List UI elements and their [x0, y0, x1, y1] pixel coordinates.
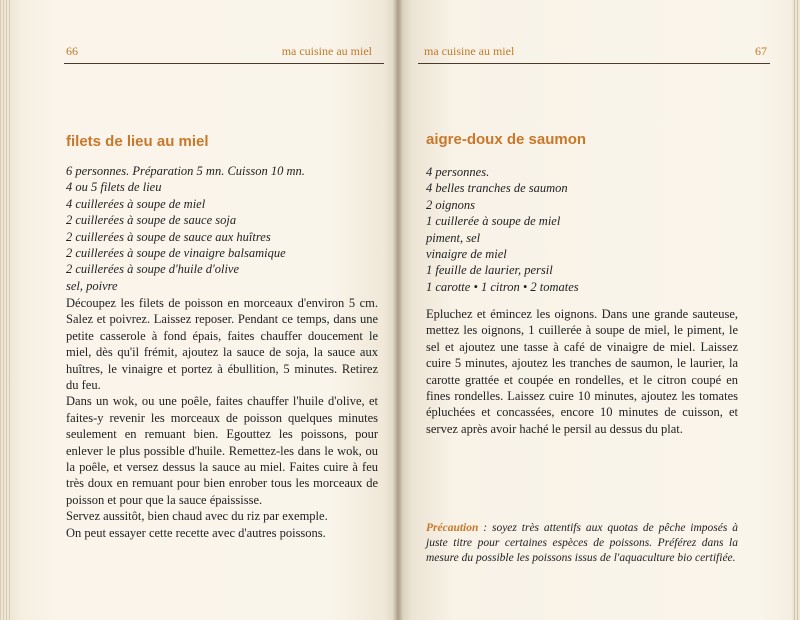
- ingredient-line: piment, sel: [426, 230, 481, 245]
- right-page-edges: [792, 0, 800, 620]
- ingredient-line: 4 cuillerées à soupe de miel: [66, 196, 206, 211]
- left-running-head: ma cuisine au miel: [281, 44, 372, 58]
- ingredient-line: 1 carotte • 1 citron • 2 tomates: [426, 279, 579, 294]
- left-page-edges: [0, 0, 10, 620]
- right-ingredients-list: [426, 164, 579, 295]
- ingredient-line: 2 oignons: [426, 197, 475, 212]
- precaution-note: [426, 521, 738, 565]
- left-page-number: 66: [66, 44, 78, 58]
- ingredient-line: vinaigre de miel: [426, 247, 507, 262]
- book-gutter: [393, 0, 403, 620]
- right-header-rule: [418, 63, 770, 64]
- ingredient-line: 2 cuillerées à soupe d'huile d'olive: [66, 262, 240, 277]
- ingredient-line: 1 cuillerée à soupe de miel: [426, 214, 561, 229]
- ingredient-line: 2 cuillerées à soupe de vinaigre balsamique: [66, 246, 286, 261]
- instruction-paragraph: Dans un wok, ou une poêle, faites chauffer l'huile d'olive, et faites-y revenir les morceaux de poisson quelques minutes seulement en remuant bien. Egouttez les poissons, pour enlever le plus possible d'huile. Remettez-les dans le wok, ou la poêle, et versez dessus la sauce au miel. Faites cuire à feu très doux en remuant pour bien enrober tous les morceaux de poisson et pour que la sauce épaississe.: [66, 394, 378, 507]
- right-page-number: 67: [755, 44, 767, 58]
- left-ingredients-list: [66, 163, 305, 294]
- left-instructions: [66, 295, 378, 541]
- ingredient-line: 6 personnes. Préparation 5 mn. Cuisson 10 mn.: [66, 164, 305, 178]
- instruction-paragraph: On peut essayer cette recette avec d'autres poissons.: [66, 525, 326, 540]
- right-instructions: [426, 306, 738, 437]
- right-running-head: ma cuisine au miel: [424, 44, 515, 58]
- instruction-paragraph: Epluchez et émincez les oignons. Dans une grande sauteuse, mettez les oignons, 1 cuillerée à soupe de miel, le piment, le sel et ajoutez une tasse à café de vinaigre de miel. Laissez cuire 5 minutes, ajoutez les tranches de saumon, le laurier, la carotte grattée et coupée en rondelles, et le citron coupé en fines rondelles. Laissez cuire 10 minutes, ajoutez les tomates épluchées et concassées, encore 10 minutes de cuisson, et servez après avoir haché le persil au dessus du plat.: [426, 307, 738, 436]
- ingredient-line: 2 cuillerées à soupe de sauce soja: [66, 213, 237, 228]
- ingredient-line: 4 personnes.: [426, 165, 490, 179]
- ingredient-line: 4 ou 5 filets de lieu: [66, 180, 162, 195]
- instruction-paragraph: Découpez les filets de poisson en morceaux d'environ 5 cm. Salez et poivrez. Laissez reposer. Pendant ce temps, dans une petite casserole à fond épais, faites chauffer doucement le miel, dès qu'il frémit, ajoutez la sauce de soja, la sauce aux huîtres, le vinaigre et portez à ébullition, 5 minutes. Retirez du feu.: [66, 296, 378, 393]
- ingredient-line: 2 cuillerées à soupe de sauce aux huîtres: [66, 229, 271, 244]
- precaution-label: Précaution: [426, 522, 479, 534]
- right-recipe-title: aigre-doux de saumon: [426, 131, 587, 148]
- ingredient-line: sel, poivre: [66, 278, 118, 293]
- left-header-rule: [64, 63, 384, 64]
- ingredient-line: 1 feuille de laurier, persil: [426, 263, 553, 278]
- instruction-paragraph: Servez aussitôt, bien chaud avec du riz par exemple.: [66, 509, 328, 524]
- precaution-text: : soyez très attentifs aux quotas de pêche imposés à juste titre pour certaines espèces de poissons. Préférez dans la mesure du possible les poissons issus de l'aquaculture bio certifiée.: [426, 522, 738, 564]
- left-recipe-title: filets de lieu au miel: [66, 133, 209, 150]
- ingredient-line: 4 belles tranches de saumon: [426, 181, 568, 196]
